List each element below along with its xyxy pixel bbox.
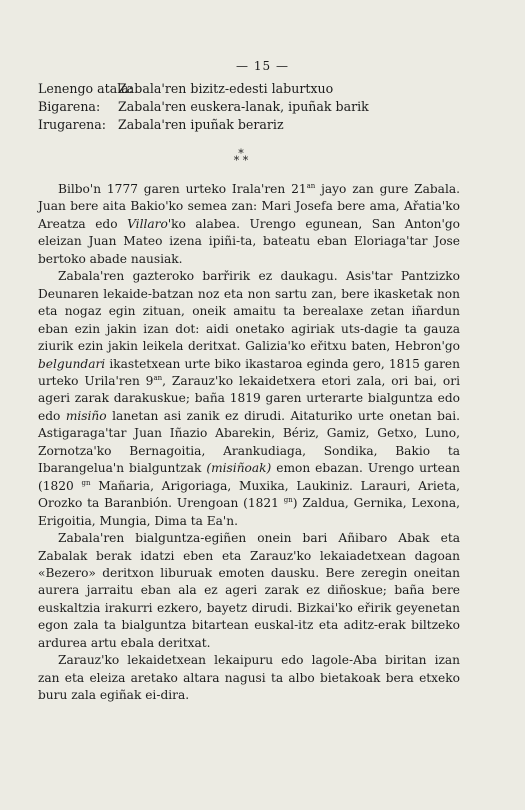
- part-label: Irugarena:: [38, 117, 107, 132]
- part-text: Zabala'ren ipuñak berariz: [118, 117, 284, 132]
- part-text: Zabala'ren bizitz-edesti laburtxuo: [118, 81, 334, 96]
- part-label: Lenengo atala:: [38, 81, 133, 96]
- parts-list: [38, 80, 369, 134]
- paragraph-3: Zabala'ren bialguntza-egiñen onein bari Añibaro Abak eta Zabalak berak idatzi eben eta Zarauz'ko lekaiadetxean dagoan «Bezero» deritxon liburuak emoten dausku. Bere zeregin oneitan aurera jarraitu eban ala ez ageri zarak ez diñoskue; baña bere euskaltzia irakurri ezkero, bayetz dirudi. Bizkai'ko eřirik geyenetan egon zala ta bialguntza bitartean euskal-itz eta aditz-erak biltzeko ardurea artu ebala deritxat.: [38, 531, 460, 650]
- part-row: [38, 98, 369, 116]
- part-label: Bigarena:: [38, 99, 101, 114]
- part-row: [38, 80, 369, 98]
- part-row: [38, 116, 369, 134]
- asterism-star-pair: * *: [233, 154, 249, 167]
- body-text: [38, 181, 460, 705]
- asterism-divider: [226, 147, 256, 167]
- paragraph-4: Zarauz'ko lekaidetxean lekaipuru edo lagole-Aba biritan izan zan eta eleiza aretako altara nagusi ta albo bietakoak bera etxeko buru zala egiñak ei-dira.: [38, 653, 460, 703]
- paragraph-1: Bilbo'n 1777 garen urteko Irala'ren $21^{an}$ jayo zan gure Zabala. Juan bere aita Bakio'ko semea zan: Mari Josefa bere ama, Ařatia'ko Areatza edo Villaro'ko alabea. Urengo egunean, San Anton'go eleizan Juan Mateo izena ipiñi-ta, bateatu eban Eloriaga'tar Jose bertoko abade nausiak.: [38, 182, 460, 266]
- part-text: Zabala'ren euskera-lanak, ipuñak barik: [118, 99, 369, 114]
- page-number: — 15 —: [236, 59, 289, 73]
- asterism-star: *: [238, 147, 244, 160]
- paragraph-2: Zabala'ren gazteroko barřirik ez daukagu. Asis'tar Pantzizko Deunaren lekaide-batzan noz eta non sartu zan, bere ikasketak non eta nogaz egin zituan, oneik amaitu ta berealaxe zetan iñardun eban ezin jakin izan dot: aidi onetako agiriak uts-dagie ta gauza ziurik ezin jakin leikela deritxat. Galizia'ko eřitxu baten, Hebron'go belgundari ikastetxean urte biko ikastaroa eginda gero, 1815 garen urteko Urila'ren $9^{an}$, Zarauz'ko lekaidetxera etori zala, ori bai, ori ageri zarak darakuskue; baña 1819 garen urterarte bialguntza edo edo misiño lanetan asi zanik ez dirudi. Aitaturiko urte onetan bai. Astigaraga'tar Juan Iñazio Abarekin, Bériz, Gamiz, Getxo, Luno, Zornotza'ko Bernagoitia, Arankudiaga, Sondika, Bakio ta Ibarangelua'n bialguntzak (misiñoak) emon ebazan. Urengo urtean (1820 $^{gn}$ Mañaria, Arigoriaga, Muxika, Laukiniz. Larauri, Arieta, Orozko ta Baranbión. Urengoan (1821 $^{gn}$) Zaldua, Gernika, Lexona, Erigoitia, Mungia, Dima ta Ea'n.: [38, 269, 461, 528]
